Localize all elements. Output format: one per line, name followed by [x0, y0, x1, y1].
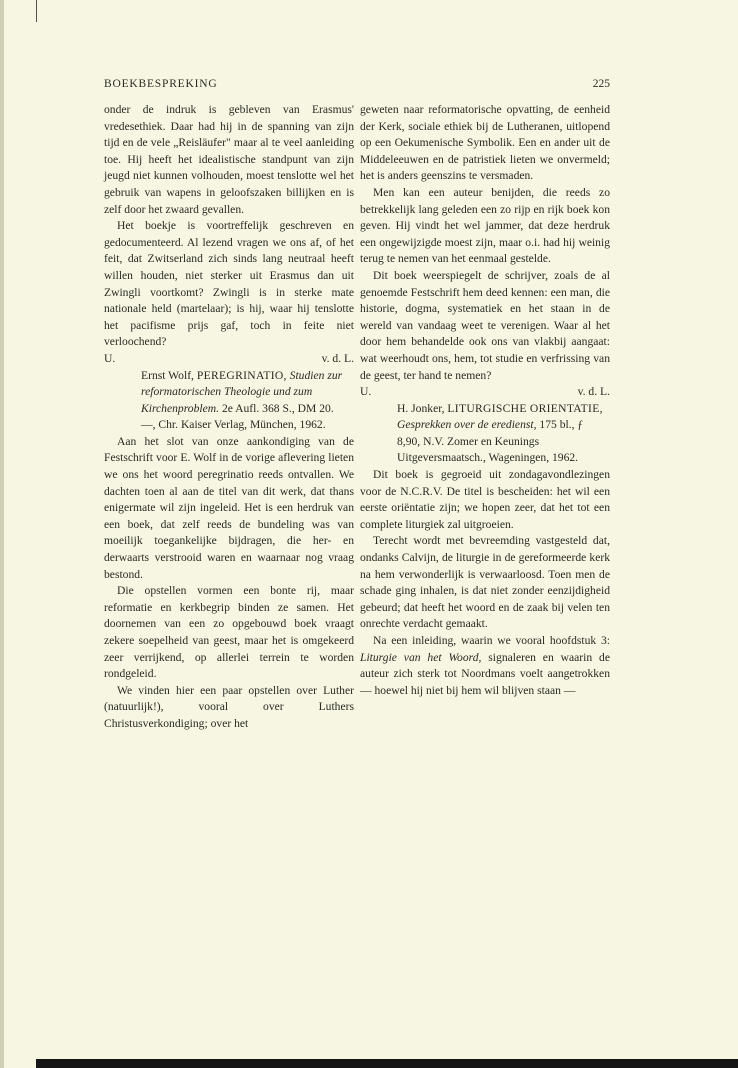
citation-details: 2e Aufl. 368 S., DM 20.—, Chr. Kaiser Verlag, München, 1962. — [141, 401, 334, 432]
page-left-edge — [0, 0, 4, 1068]
paragraph: Dit boek is gegroeid uit zondagavondlezingen voor de N.C.R.V. De titel is bescheiden: het wil een eerste oriëntatie zijn; we hopen zeer, dat het tot een complete liturgiek zal uitgroeien. — [360, 468, 610, 531]
text-run: Na een inleiding, waarin we vooral hoofdstuk 3: — [373, 634, 610, 647]
paragraph: Het boekje is voortreffelijk geschreven en gedocumenteerd. Al lezend vragen we ons af, of het feit, dat Zwitserland zich sinds lang neutraal heeft willen houden, niet sterker uit Erasmus dan uit Zwingli voortkomt? Zwingli is in sterke mate nationale held (martelaar); is hij, waar hij tenslotte het pacifisme prijs gaf, toch in feite niet verloochend? — [104, 219, 354, 349]
scan-mark — [36, 0, 37, 22]
signature-author: v. d. L. — [577, 385, 610, 399]
text-run: signaleren en waarin de auteur zich sterk tot Noordmans voelt aangetrokken — hoewel hij niet bij hem wil blijven staan — — [360, 650, 610, 697]
citation-title: LITURGISCHE ORIENTATIE, — [447, 401, 603, 415]
left-column — [104, 102, 354, 733]
page-number: 225 — [592, 78, 610, 90]
running-head: BOEKBESPREKING — [104, 78, 218, 90]
citation-author: H. Jonker, — [397, 401, 445, 415]
citation-title: PEREGRINATIO, — [196, 368, 287, 382]
paragraph: geweten naar reformatorische opvatting, de eenheid der Kerk, sociale ethiek bij de Lutheranen, uitlopend op een Oekumenische Symbolik. Een en ander uit de Middeleeuwen en de patristiek lieten we onvermeld; het is anders geenszins te versmaden. — [360, 103, 610, 183]
scan-bottom-border — [36, 1059, 738, 1068]
book-citation — [360, 401, 610, 467]
citation-author: Ernst Wolf, — [141, 368, 194, 382]
paragraph: Die opstellen vormen een bonte rij, maar reformatie en kerkbegrip binden ze samen. Het doornemen van een zo opgebouwd boek vraagt zekere soepelheid van geest, maar het is omgekeerd zeer verrijkend, op allerlei terrein te worden rondgeleid. — [104, 584, 354, 681]
paragraph: Aan het slot van onze aankondiging van de Festschrift voor E. Wolf in de vorige aflevering lieten we ons het woord peregrinatio reeds ontvallen. We dachten toen al aan de titel van dit werk, dat thans enigermate wil zijn ingeleid. Het is een herdruk van een boek, dat zelf reeds de bundeling was van moeilijk toegankelijke bijdragen, die her- en derwaarts verstrooid waren en waarnaar nog vraag bestond. — [104, 434, 354, 581]
review-signature — [360, 384, 610, 401]
right-column — [360, 102, 610, 699]
paragraph: onder de indruk is gebleven van Erasmus' vredesethiek. Daar had hij in de spanning van zijn tijd en de vele „Reisläufer" maar al te veel aanleiding toe. Hij heeft het idealistische standpunt van zijn jeugd niet kunnen volhouden, moest tenslotte wel het gebruik van wapens in geloofszaken billijken en is zelf door het zwaard gevallen. — [104, 103, 354, 216]
paragraph: Dit boek weerspiegelt de schrijver, zoals de al genoemde Festschrift hem deed kennen: een man, die historie, dogma, systematiek en het staan in de wereld van vandaag weet te verenigen. Waar al het door hem behandelde ook ons van vlakbij aangaat: wat weerhoudt ons, hem, tot studie en verfrissing van de geest, ter hand te nemen? — [360, 268, 610, 382]
paragraph: We vinden hier een paar opstellen over Luther (natuurlijk!), vooral over Luthers Christusverkondiging; over het — [104, 683, 354, 730]
review-signature — [104, 351, 354, 368]
paragraph — [360, 633, 610, 699]
paragraph: Men kan een auteur benijden, die reeds zo betrekkelijk lang geleden een zo rijp en rijk boek kon geven. Hij vindt het wel jammer, dat deze herdruk een ongewijzigde moest zijn, maar o.i. had hij weinig terug te nemen van het eenmaal gestelde. — [360, 185, 610, 266]
signature-author: v. d. L. — [321, 351, 354, 365]
citation-details: 175 bl., ƒ 8,90, N.V. Zomer en Keunings Uitgeversmaatsch., Wageningen, 1962. — [397, 418, 584, 465]
book-citation — [104, 368, 354, 434]
signature-initial: U. — [104, 351, 116, 365]
paragraph: Terecht wordt met bevreemding vastgesteld dat, ondanks Calvijn, de liturgie in de gereformeerde kerk na hem verwonderlijk is verwaarloosd. Toen men de schade ging inhalen, is dat niet zonder eenzijdigheid gebeurd; dat heeft het woord en de zaak bij velen ten onrechte verdacht gemaakt. — [360, 534, 610, 631]
signature-initial: U. — [360, 385, 372, 399]
citation-subtitle: Gesprekken over de eredienst, — [397, 418, 537, 432]
citation-subtitle: Studien zur reformatorischen Theologie und zum Kirchenproblem. — [141, 368, 343, 415]
chapter-title: Liturgie van het Woord, — [360, 650, 482, 664]
